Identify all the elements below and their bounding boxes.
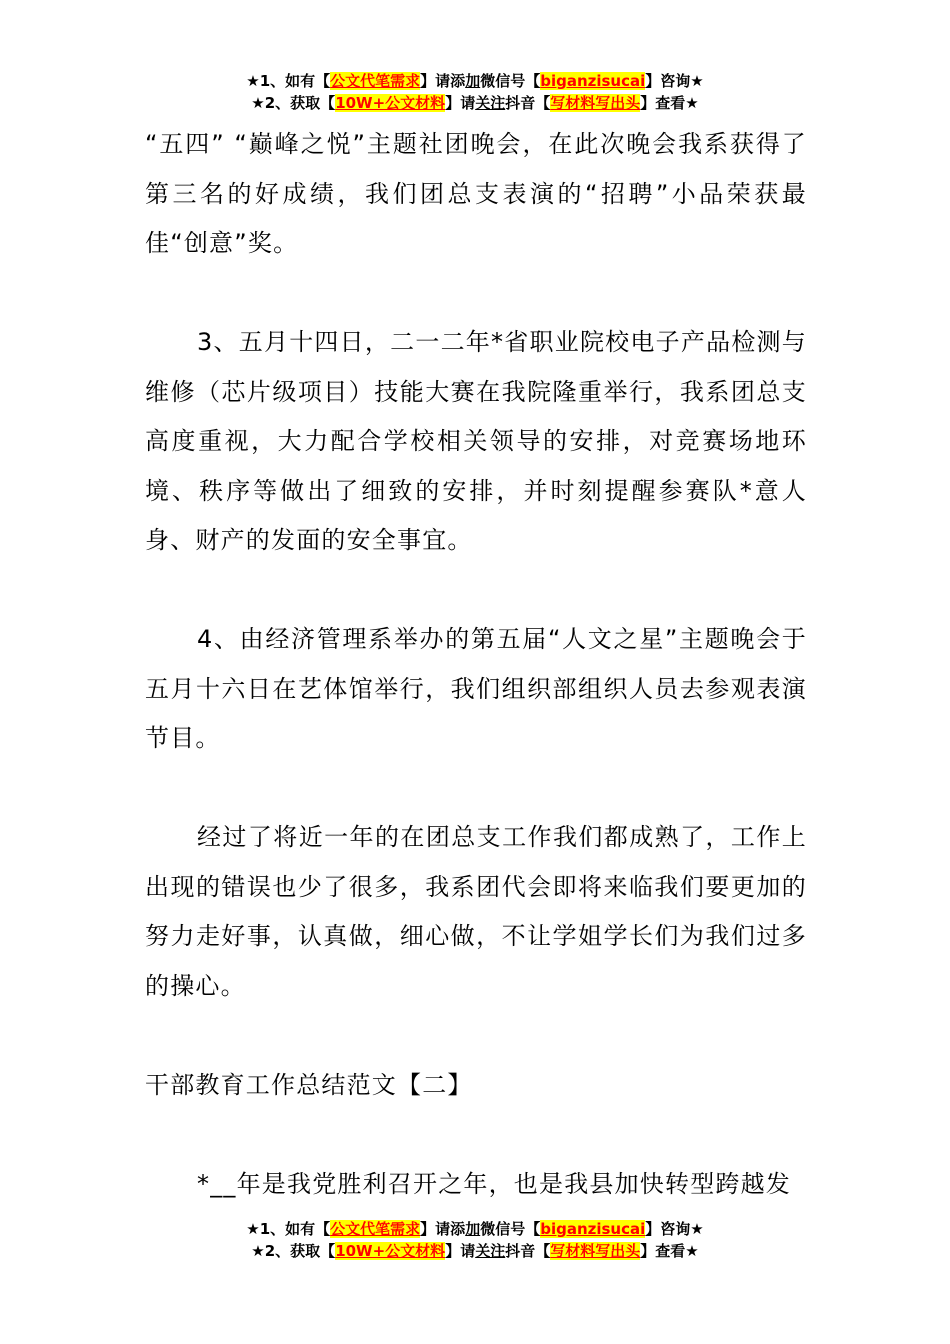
section-heading: 干部教育工作总结范文【二】 <box>145 1070 473 1099</box>
paragraph-gap <box>145 269 807 319</box>
paragraph-2: 3、五月十四日，二一二年*省职业院校电子产品检测与维修（芯片级项目）技能大赛在我院隆重举行，我系团总支高度重视，大力配合学校相关领导的安排，对竞赛场地环境、秩序等做出了细致的安排，并时刻提醒参赛队*意人身、财产的发面的安全事宜。 <box>145 328 807 554</box>
paragraph-gap <box>145 764 807 814</box>
document-body <box>145 120 807 1209</box>
paragraph-3: 4、由经济管理系举办的第五届“人文之星”主题晚会于五月十六日在艺体馆举行，我们组织部组织人员去参观表演节目。 <box>145 625 807 752</box>
footer-banner <box>0 1218 950 1262</box>
header-banner <box>0 70 950 114</box>
highlight-materials: 10W+公文材料 <box>335 1242 446 1260</box>
banner-line-1: ★1、如有【公文代笔需求】请添加微信号【biganzisucai】咨询★ <box>246 1220 704 1238</box>
banner-line-2: ★2、获取【10W+公文材料】请关注抖音【写材料写出头】查看★ <box>251 94 699 112</box>
highlight-materials: 10W+公文材料 <box>335 94 446 112</box>
banner-line-2: ★2、获取【10W+公文材料】请关注抖音【写材料写出头】查看★ <box>251 1242 699 1260</box>
highlight-service: 公文代笔需求 <box>330 1220 421 1238</box>
highlight-douyin: 写材料写出头 <box>550 1242 641 1260</box>
paragraph-gap <box>145 1011 807 1061</box>
paragraph-1: “五四” “巅峰之悦”主题社团晚会，在此次晚会我系获得了第三名的好成绩，我们团总支表演的“招聘”小品荣获最佳“创意”奖。 <box>145 130 807 257</box>
paragraph-gap <box>145 1110 807 1160</box>
highlight-service: 公文代笔需求 <box>330 72 421 90</box>
paragraph-gap <box>145 566 807 616</box>
paragraph-5: *__年是我党胜利召开之年，也是我县加快转型跨越发 <box>197 1169 791 1198</box>
highlight-wechat-id: biganzisucai <box>540 1220 646 1238</box>
banner-line-1: ★1、如有【公文代笔需求】请添加微信号【biganzisucai】咨询★ <box>246 72 704 90</box>
highlight-douyin: 写材料写出头 <box>550 94 641 112</box>
paragraph-4: 经过了将近一年的在团总支工作我们都成熟了，工作上出现的错误也少了很多，我系团代会即将来临我们要更加的努力走好事，认真做，细心做，不让学姐学长们为我们过多的操心。 <box>145 823 807 1000</box>
highlight-wechat-id: biganzisucai <box>540 72 646 90</box>
